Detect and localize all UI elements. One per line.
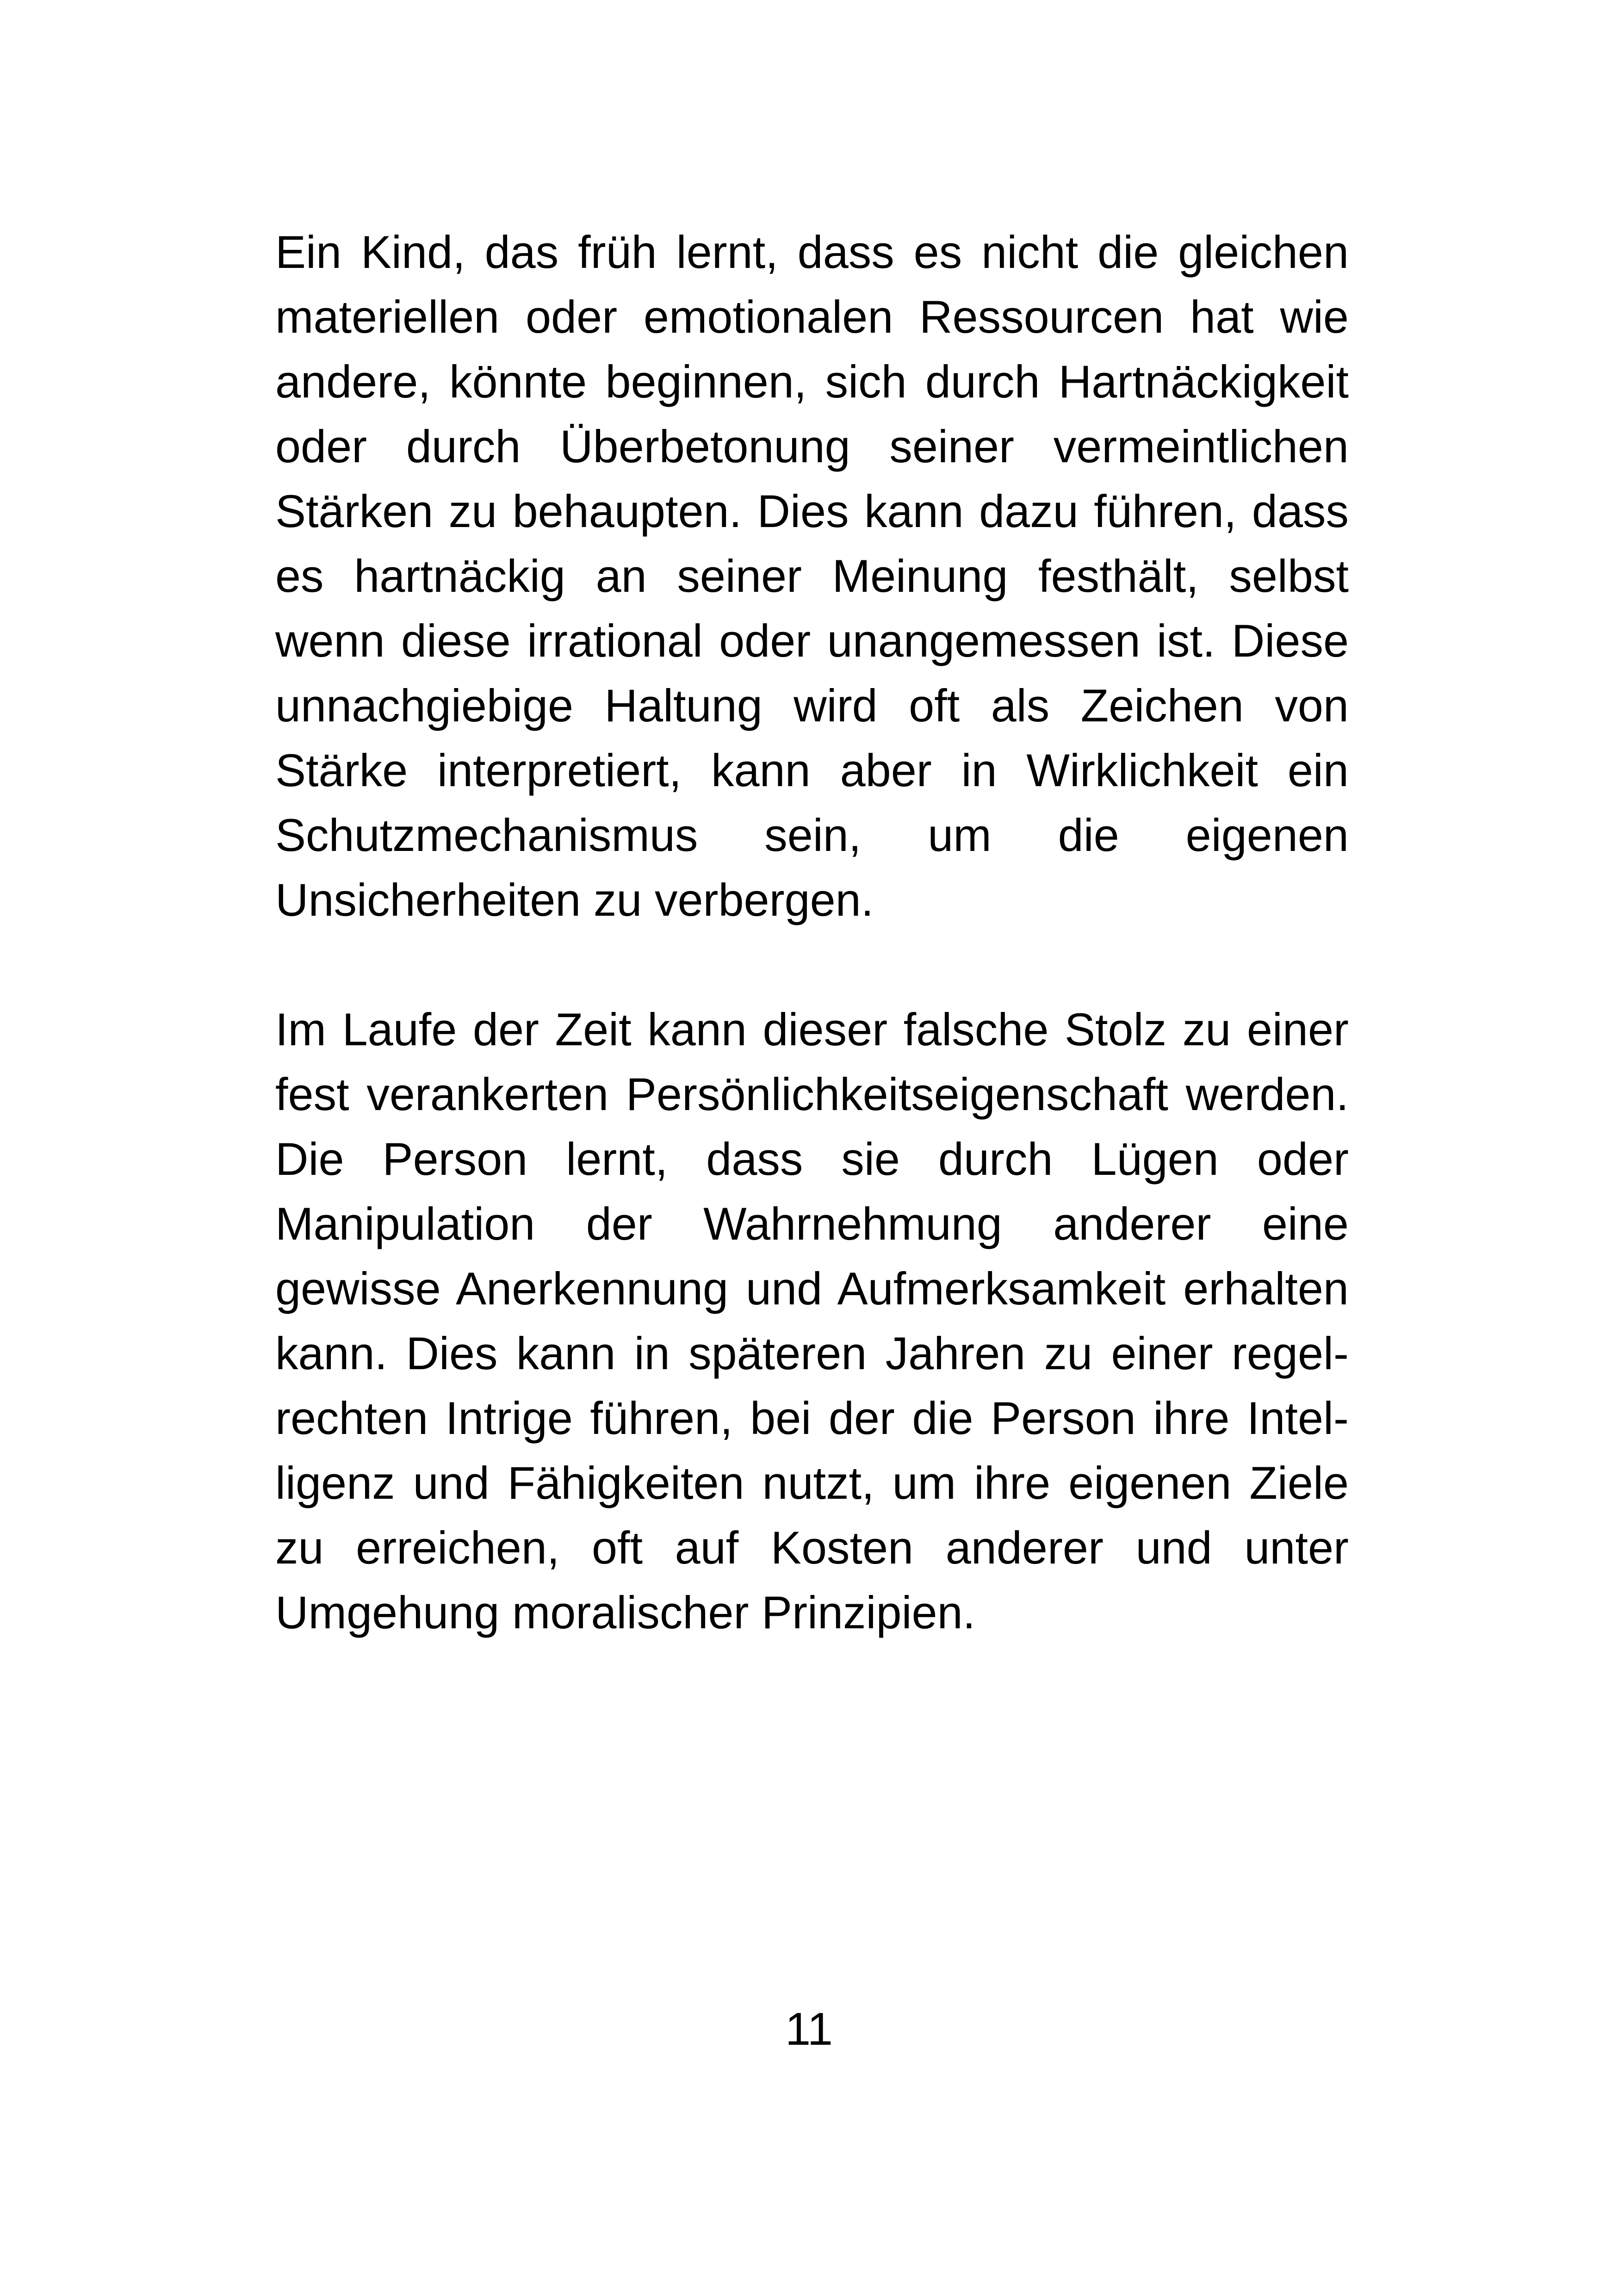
paragraph: Im Laufe der Zeit kann dieser falsche Stolz zu einer fest verankerten Persönlichkeitseigenschaft werden. Die Person lernt, dass sie durch Lügen oder Manipulation der Wahrnehmung anderer eine gewisse Anerkennung und Aufmerksamkeit erhalten kann. Dies kann in späteren Jahren zu einer regelrechten Intrige führen, bei der die Person ihre Intelligenz und Fähigkeiten nutzt, um ihre eigenen Ziele zu erreichen, oft auf Kosten anderer und unter Umgehung moralischer Prinzipien. — [275, 1004, 1349, 1638]
page-number: 11 — [785, 2003, 833, 2054]
paragraph: Ein Kind, das früh lernt, dass es nicht die gleichen materiellen oder emotionalen Ressourcen hat wie andere, könnte beginnen, sich durch Hartnäckigkeit oder durch Überbetonung seiner vermeintlichen Stärken zu behaupten. Dies kann dazu führen, dass es hartnäckig an seiner Meinung festhält, selbst wenn diese irrational oder unangemessen ist. Diese unnachgiebige Haltung wird oft als Zeichen von Stärke interpretiert, kann aber in Wirklichkeit ein Schutzmechanismus sein, um die eigenen Unsicherheiten zu verbergen. — [275, 226, 1349, 925]
body-text — [275, 220, 1349, 1645]
